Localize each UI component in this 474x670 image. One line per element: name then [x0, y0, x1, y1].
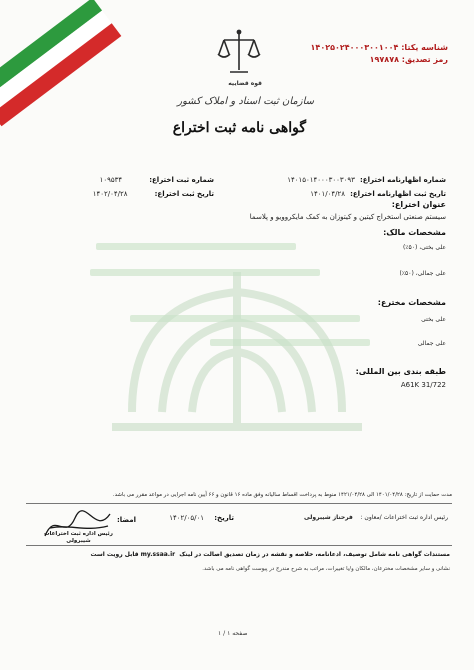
declaration-date-row: تاریخ ثبت اظهارنامه اختراع: ۱۴۰۱/۰۴/۲۸ — [310, 190, 446, 198]
issue-date-row: تاریخ: ۱۴۰۲/۰۵/۰۱ — [169, 514, 234, 522]
redacted-inventor-1-details — [130, 315, 360, 322]
flag-ribbon — [0, 0, 121, 126]
scales-emblem-icon — [216, 26, 262, 76]
divider-top — [26, 503, 452, 504]
protection-period-note: مدت حمایت از تاریخ: ۱۴۰۱/۰۴/۲۸ الی ۱۴۲۱/۰۴/۲۸ منوط به پرداخت اقساط سالیانه وفق ماده ۱۶ قانون و ۶۶ آیین نامه اجرایی در مواعد مقرر می باشد. — [112, 492, 452, 498]
classification-label: طبقه بندی بین المللی: — [355, 367, 446, 376]
declaration-number-row: شماره اظهارنامه اختراع: ۱۴۰۱۵۰۱۴۰۰۰۳۰۰۳۰۹۳ — [287, 176, 446, 184]
registration-number-row: شماره ثبت اختراع: ۱۰۹۵۳۴ — [99, 176, 214, 184]
owners-label: مشخصات مالک: — [383, 228, 446, 237]
divider-bottom — [26, 545, 452, 546]
emblem-watermark — [92, 262, 382, 437]
verification-code: رمز تصدیق: ۱۹۷۸۷۸ — [369, 55, 448, 64]
ssaa-link[interactable]: my.ssaa.ir — [140, 551, 176, 558]
classification-value: A61K 31/722 — [400, 381, 446, 389]
documents-notice: مستندات گواهی نامه شامل توصیف، ادعانامه، خلاصه و نقشه در زمان تصدیق اصالت در لینک my.ssaa.ir قابل رویت است — [90, 551, 450, 558]
signature-label: امضا: — [116, 516, 136, 524]
owner-1: علی بختی، (۵۰٪) — [402, 244, 446, 251]
redacted-owner-1-details — [96, 243, 296, 250]
redacted-inventor-2-details — [210, 339, 370, 346]
invention-title-value: سیستم صنعتی استخراج کیتین و کیتوزان به کمک مایکروویو و پلاسما — [249, 213, 446, 221]
redacted-owner-2-details — [90, 269, 320, 276]
judiciary-label: قوه قضاییه — [228, 80, 262, 87]
certificate-title: گواهی نامه ثبت اختراع — [172, 120, 306, 136]
unique-id: شناسه یکتا: ۱۴۰۲۵۰۲۴۰۰۰۳۰۰۱۰۰۴ — [310, 43, 448, 52]
owner-2: علی جمالی، (۵۰٪) — [399, 270, 446, 277]
page-number: صفحه ۱ / ۱ — [218, 630, 248, 637]
invention-title-label: عنوان اختراع: — [391, 200, 446, 209]
address-notice: نشانی و سایر مشخصات مخترعان، مالکان و/یا تغییرات، مراتب به شرح مندرج در پیوست گواهی نامه می باشد. — [202, 566, 450, 572]
registration-date-row: تاریخ ثبت اختراع: ۱۴۰۲/۰۴/۲۸ — [92, 190, 214, 198]
head-row: رئیس اداره ثبت اختراعات /معاون : فرحناز شیبرولی — [304, 514, 448, 521]
inventor-2: علی جمالی — [417, 340, 446, 347]
organization-name: سازمان ثبت اسناد و املاک کشور — [177, 96, 314, 107]
inventor-1: علی بختی — [421, 316, 446, 323]
inventors-label: مشخصات مخترع: — [377, 298, 446, 307]
stamp-text: رئیس اداره ثبت اختراعات شیبرولی — [44, 531, 113, 544]
